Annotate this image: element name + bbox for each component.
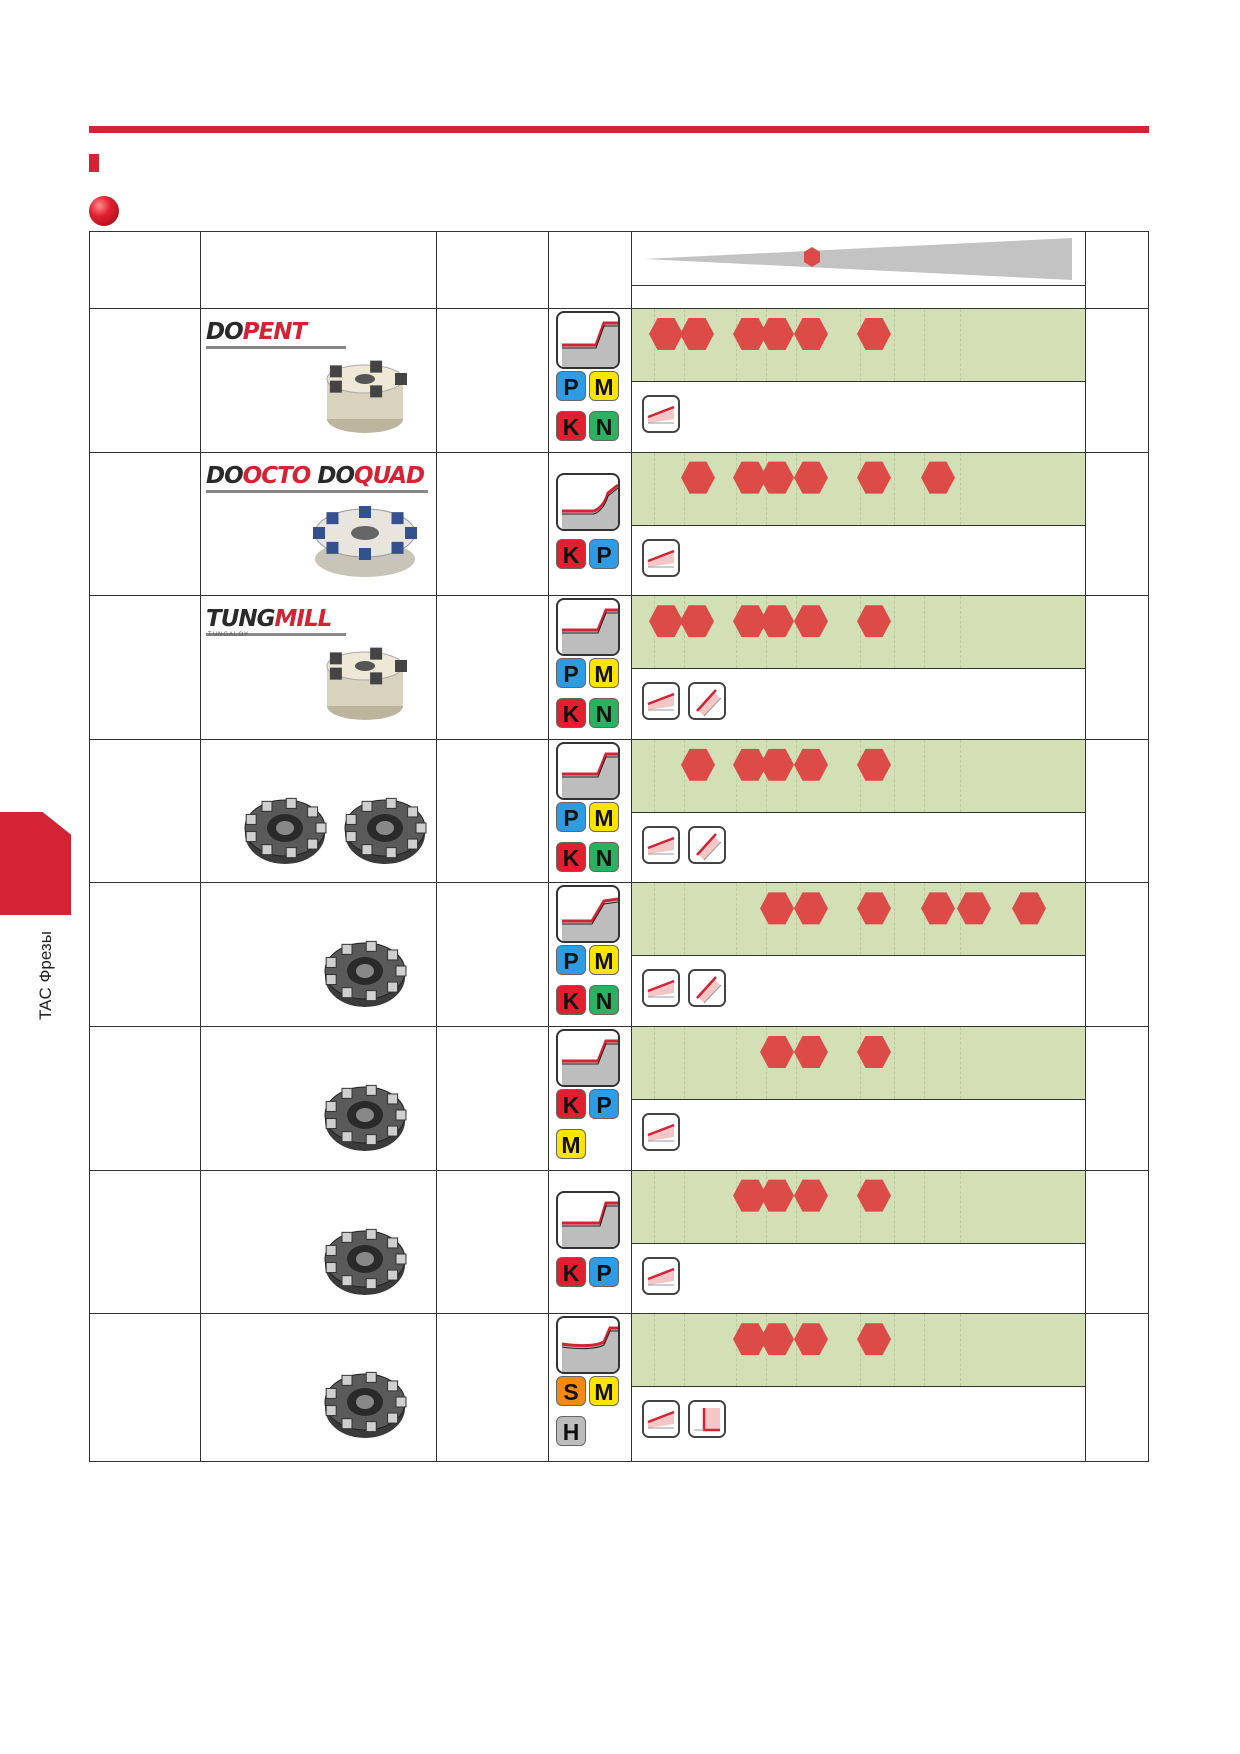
cutting-profile-icon xyxy=(556,885,620,943)
grid-line xyxy=(924,1314,925,1386)
grid-line xyxy=(654,309,655,381)
header-legend xyxy=(632,232,1085,285)
material-chip-p: P xyxy=(589,1089,619,1119)
material-chip-n: N xyxy=(589,698,619,728)
shoulder-milling-icon xyxy=(688,1400,726,1438)
cutter-image xyxy=(305,636,425,731)
material-chip-p: P xyxy=(556,371,586,401)
face-milling-icon xyxy=(642,826,680,864)
cutter-image xyxy=(305,493,425,588)
grid-line xyxy=(860,1027,861,1099)
grid-line xyxy=(924,1171,925,1243)
grid-line xyxy=(654,596,655,668)
grid-line xyxy=(960,1314,961,1386)
red-hexagon-icon xyxy=(1012,891,1046,925)
grid-line xyxy=(924,740,925,812)
red-hexagon-icon xyxy=(857,604,891,638)
grid-line xyxy=(894,309,895,381)
red-hexagon-icon xyxy=(857,748,891,782)
grid-line xyxy=(736,453,737,525)
grid-line xyxy=(860,309,861,381)
table-row xyxy=(90,309,1148,454)
red-hexagon-icon xyxy=(681,748,715,782)
product-table xyxy=(89,231,1149,1462)
application-grid xyxy=(632,1171,1085,1244)
grid-line xyxy=(736,1027,737,1099)
grid-line xyxy=(654,1027,655,1099)
header-rule xyxy=(89,126,1149,133)
cutter-image xyxy=(325,780,445,875)
grid-line xyxy=(684,453,685,525)
grid-line xyxy=(894,1314,895,1386)
grid-line xyxy=(796,1171,797,1243)
cutter-image xyxy=(305,1067,425,1162)
grid-line xyxy=(924,883,925,955)
red-hexagon-icon xyxy=(794,891,828,925)
material-chip-p: P xyxy=(589,1257,619,1287)
grid-line xyxy=(894,740,895,812)
red-hexagon-icon xyxy=(794,1179,828,1213)
material-chip-s: S xyxy=(556,1376,586,1406)
cutter-image xyxy=(305,1354,425,1449)
cutting-profile-icon xyxy=(556,1029,620,1087)
header-sub-rule xyxy=(632,285,1085,286)
grid-line xyxy=(860,1171,861,1243)
ramping-icon xyxy=(688,826,726,864)
grid-line xyxy=(796,883,797,955)
face-milling-icon xyxy=(642,1113,680,1151)
grid-line xyxy=(860,740,861,812)
grid-line xyxy=(960,453,961,525)
side-label: TAC Фрезы xyxy=(36,931,55,1020)
red-hexagon-icon xyxy=(857,1179,891,1213)
grid-line xyxy=(924,453,925,525)
ramping-icon xyxy=(688,969,726,1007)
table-row xyxy=(90,1027,1148,1172)
application-grid xyxy=(632,309,1085,382)
cutter-image xyxy=(305,923,425,1018)
material-chip-k: K xyxy=(556,842,586,872)
material-chip-n: N xyxy=(589,842,619,872)
application-grid xyxy=(632,1314,1085,1387)
application-grid xyxy=(632,453,1085,526)
red-hexagon-icon xyxy=(794,1035,828,1069)
cutting-profile-icon xyxy=(556,1191,620,1249)
material-chip-m: M xyxy=(589,1376,619,1406)
side-tab xyxy=(0,812,71,915)
material-chip-m: M xyxy=(589,658,619,688)
table-row xyxy=(90,883,1148,1028)
face-milling-icon xyxy=(642,682,680,720)
grid-line xyxy=(654,1314,655,1386)
grid-line xyxy=(860,596,861,668)
grid-line xyxy=(894,1171,895,1243)
section-marker xyxy=(89,154,99,172)
grid-line xyxy=(654,740,655,812)
face-milling-icon xyxy=(642,539,680,577)
cutting-profile-icon xyxy=(556,311,620,369)
grid-line xyxy=(654,1171,655,1243)
red-hexagon-icon xyxy=(857,1322,891,1356)
grid-line xyxy=(860,1314,861,1386)
red-hexagon-icon xyxy=(921,461,955,495)
product-logo: TUNGMILL xyxy=(206,606,332,633)
face-milling-icon xyxy=(642,395,680,433)
grid-line xyxy=(684,740,685,812)
material-chip-m: M xyxy=(589,802,619,832)
red-hexagon-icon xyxy=(857,317,891,351)
red-hexagon-icon xyxy=(794,604,828,638)
table-row xyxy=(90,453,1148,598)
table-row xyxy=(90,1314,1148,1459)
material-chip-k: K xyxy=(556,698,586,728)
grid-line xyxy=(960,1027,961,1099)
red-hexagon-icon xyxy=(680,604,714,638)
grid-line xyxy=(894,883,895,955)
face-milling-icon xyxy=(642,1257,680,1295)
grid-line xyxy=(796,1027,797,1099)
product-logo: DOPENT xyxy=(206,319,307,345)
red-hexagon-icon xyxy=(857,461,891,495)
grid-line xyxy=(894,453,895,525)
application-grid xyxy=(632,596,1085,669)
grid-line xyxy=(736,309,737,381)
grid-line xyxy=(960,1171,961,1243)
grid-line xyxy=(684,883,685,955)
gray-wedge-bar xyxy=(632,232,1085,285)
red-hexagon-icon xyxy=(794,317,828,351)
red-hexagon-icon xyxy=(857,1035,891,1069)
red-hexagon-icon xyxy=(794,1322,828,1356)
material-chip-n: N xyxy=(589,985,619,1015)
material-chip-p: P xyxy=(589,539,619,569)
table-row xyxy=(90,740,1148,885)
grid-line xyxy=(736,883,737,955)
grid-line xyxy=(736,1314,737,1386)
material-chip-m: M xyxy=(589,371,619,401)
grid-line xyxy=(796,596,797,668)
grid-line xyxy=(654,453,655,525)
red-hexagon-icon xyxy=(681,461,715,495)
grid-line xyxy=(796,1314,797,1386)
face-milling-icon xyxy=(642,1400,680,1438)
material-chip-k: K xyxy=(556,411,586,441)
application-grid xyxy=(632,740,1085,813)
ramping-icon xyxy=(688,682,726,720)
cutting-profile-icon xyxy=(556,473,620,531)
grid-line xyxy=(684,1314,685,1386)
red-ball-icon xyxy=(89,196,119,226)
material-chip-n: N xyxy=(589,411,619,441)
grid-line xyxy=(684,596,685,668)
cutter-image xyxy=(305,349,425,444)
red-hexagon-icon xyxy=(921,891,955,925)
red-hexagon-icon xyxy=(680,317,714,351)
red-hexagon-icon xyxy=(857,891,891,925)
grid-line xyxy=(894,596,895,668)
red-hexagon-icon xyxy=(794,461,828,495)
grid-line xyxy=(960,883,961,955)
grid-line xyxy=(924,309,925,381)
grid-line xyxy=(860,883,861,955)
grid-line xyxy=(924,596,925,668)
cutting-profile-icon xyxy=(556,742,620,800)
grid-line xyxy=(960,309,961,381)
face-milling-icon xyxy=(642,969,680,1007)
application-grid xyxy=(632,883,1085,956)
material-chip-m: M xyxy=(589,945,619,975)
grid-line xyxy=(960,596,961,668)
grid-line xyxy=(924,1027,925,1099)
material-chip-p: P xyxy=(556,802,586,832)
cutting-profile-icon xyxy=(556,1316,620,1374)
grid-line xyxy=(736,1171,737,1243)
material-chip-p: P xyxy=(556,945,586,975)
product-logo: DOOCTO DOQUAD xyxy=(206,462,425,489)
grid-line xyxy=(860,453,861,525)
grid-line xyxy=(684,1171,685,1243)
grid-line xyxy=(796,453,797,525)
grid-line xyxy=(894,1027,895,1099)
material-chip-p: P xyxy=(556,658,586,688)
table-row xyxy=(90,596,1148,741)
material-chip-k: K xyxy=(556,1089,586,1119)
material-chip-k: K xyxy=(556,1257,586,1287)
grid-line xyxy=(684,309,685,381)
grid-line xyxy=(796,740,797,812)
logo-subtext: TUNGALOY xyxy=(208,632,250,639)
grid-line xyxy=(654,883,655,955)
material-chip-k: K xyxy=(556,539,586,569)
material-chip-h: H xyxy=(556,1416,586,1446)
red-hexagon-icon xyxy=(794,748,828,782)
cutter-image xyxy=(305,1211,425,1306)
grid-line xyxy=(736,740,737,812)
red-hexagon-icon xyxy=(957,891,991,925)
grid-line xyxy=(736,596,737,668)
table-row xyxy=(90,1171,1148,1316)
grid-line xyxy=(796,309,797,381)
grid-line xyxy=(684,1027,685,1099)
material-chip-m: M xyxy=(556,1129,586,1159)
grid-line xyxy=(960,740,961,812)
application-grid xyxy=(632,1027,1085,1100)
material-chip-k: K xyxy=(556,985,586,1015)
cutting-profile-icon xyxy=(556,598,620,656)
